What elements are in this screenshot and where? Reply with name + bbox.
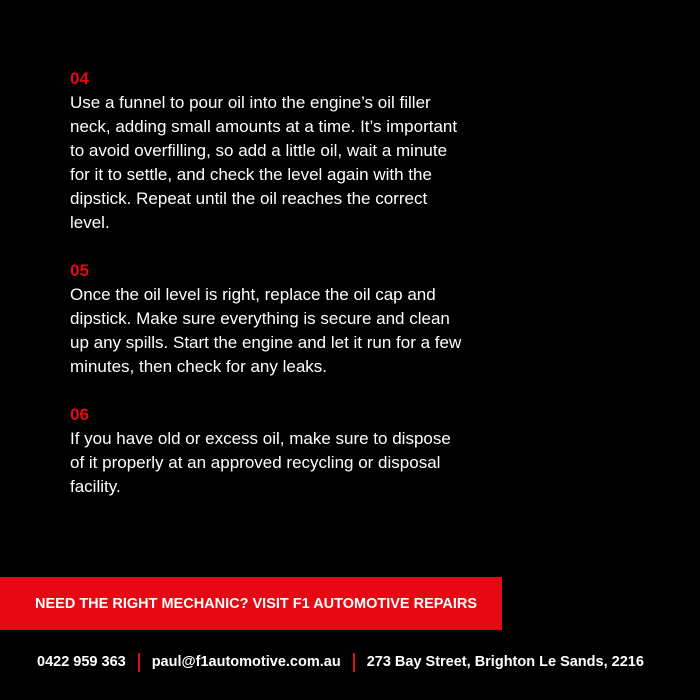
- step-05: [70, 259, 520, 379]
- step-04: [70, 67, 520, 235]
- step-text: If you have old or excess oil, make sure to dispose of it properly at an approved recycling or disposal facility.: [70, 429, 451, 496]
- step-number: 04: [70, 69, 89, 88]
- step-text: Use a funnel to pour oil into the engine’s oil filler neck, adding small amounts at a time. It’s important to avoid overfilling, so add a little oil, wait a minute for it to settle, and check the level again with the dipstick. Repeat until the oil reaches the correct level.: [70, 93, 458, 232]
- step-number: 05: [70, 261, 89, 280]
- step-text: Once the oil level is right, replace the oil cap and dipstick. Make sure everything is secure and clean up any spills. Start the engine and let it run for a few minutes, then check for any leaks.: [70, 285, 462, 376]
- street-address: 273 Bay Street, Brighton Le Sands, 2216: [366, 654, 644, 670]
- step-number: 06: [70, 405, 89, 424]
- phone-number[interactable]: 0422 959 363: [37, 654, 126, 670]
- separator: [138, 653, 140, 672]
- email-address[interactable]: paul@f1automotive.com.au: [151, 654, 341, 670]
- contact-footer: [37, 650, 644, 674]
- separator: [353, 653, 355, 672]
- steps-list: [70, 67, 520, 523]
- cta-banner[interactable]: [0, 577, 502, 630]
- step-06: [70, 403, 520, 499]
- cta-label: NEED THE RIGHT MECHANIC? VISIT F1 AUTOMOTIVE REPAIRS: [35, 595, 478, 612]
